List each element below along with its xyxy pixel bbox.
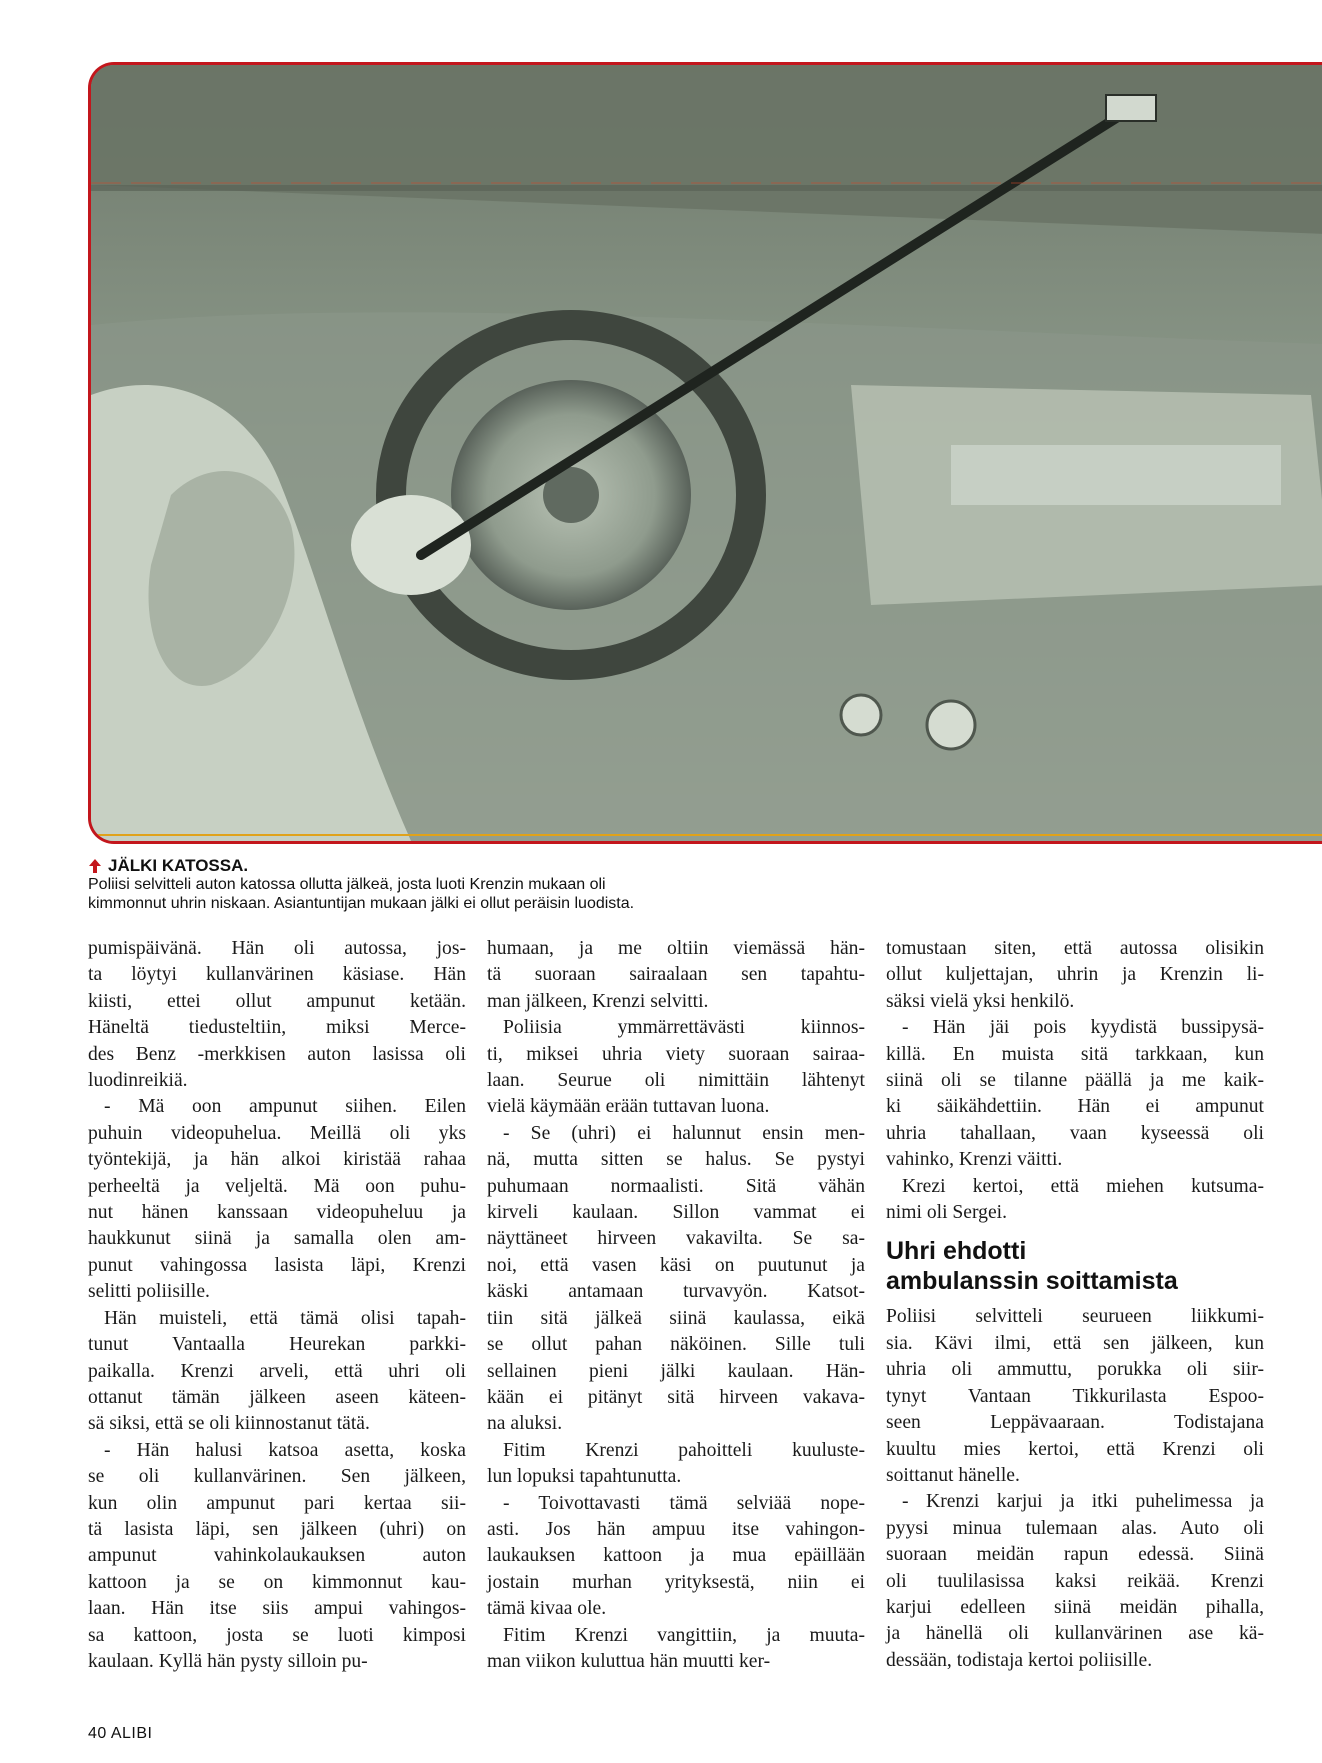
- text-line: ki säikähdettiin. Hän ei ampunut: [886, 1096, 1264, 1118]
- text-line: siinä oli se tilanne päällä ja me kaik-: [886, 1070, 1264, 1092]
- text-line: pumispäivänä. Hän oli autossa, jos-: [88, 938, 466, 959]
- text-line: kuultu mies kertoi, että Krenzi oli: [886, 1438, 1264, 1460]
- caption-line: kimmonnut uhrin niskaan. Asiantuntijan mukaan jälki ei ollut peräisin luodista.: [88, 895, 635, 912]
- car-interior-photo: [91, 65, 1322, 841]
- text-line: kattoon ja se on kimmonnut kau-: [88, 1571, 466, 1593]
- caption-title-row: [88, 856, 848, 875]
- caption-title: JÄLKI KATOSSA.: [108, 856, 249, 875]
- text-line: näyttäneet hirveen vakavilta. Se sa-: [487, 1228, 865, 1250]
- text-line: ollut kuljettajan, uhrin ja Krenzin li-: [886, 964, 1264, 986]
- text-line: uhria oli ammuttu, porukka oli siir-: [886, 1359, 1264, 1381]
- text-line: laan. Seurue oli nimittäin lähtenyt: [487, 1070, 865, 1092]
- text-line: vahinko, Krenzi väitti.: [886, 1149, 1063, 1171]
- text-line: tunut Vantaalla Heurekan parkki-: [88, 1334, 466, 1356]
- text-line: ampunut vahinkolaukauksen auton: [88, 1545, 466, 1567]
- text-column-1: [88, 936, 466, 1675]
- paragraph: [487, 936, 865, 1015]
- text-line: kaulaan. Kyllä hän pysty silloin pu-: [88, 1650, 368, 1672]
- text-line: sa kattoon, josta se luoti kimposi: [88, 1624, 466, 1646]
- photo-caption: [88, 856, 848, 913]
- paragraph: [487, 1623, 865, 1676]
- paragraph: [886, 1304, 1264, 1489]
- text-line: nimi oli Sergei.: [886, 1202, 1008, 1224]
- paragraph: [88, 936, 466, 1094]
- text-line: seen Leppävaaraan. Todistajana: [886, 1412, 1264, 1434]
- text-line: sä siksi, että se oli kiinnostanut tätä.: [88, 1413, 370, 1435]
- text-line: selitti poliisille.: [88, 1281, 210, 1303]
- text-line: soittanut hänelle.: [886, 1464, 1020, 1486]
- text-line: - Hän jäi pois kyydistä bussipysä-: [902, 1017, 1264, 1039]
- text-line: perheeltä ja veljeltä. Mä oon puhu-: [88, 1175, 466, 1197]
- text-line: lun lopuksi tapahtunutta.: [487, 1466, 682, 1488]
- text-line: des Benz -merkkisen auton lasissa oli: [88, 1043, 466, 1065]
- text-line: ta löytyi kullanvärinen käsiase. Hän: [88, 964, 466, 986]
- text-line: Häneltä tiedusteltiin, miksi Merce-: [88, 1017, 466, 1039]
- paragraph: [487, 1438, 865, 1491]
- text-line: se ollut pahan näköinen. Sille tuli: [487, 1334, 865, 1356]
- text-line: humaan, ja me oltiin viemässä hän-: [487, 938, 865, 959]
- text-line: uhria tahallaan, vaan kyseessä oli: [886, 1122, 1264, 1144]
- text-line: sellainen pieni jälki kaulaan. Hän-: [487, 1360, 865, 1382]
- text-line: tynyt Vantaan Tikkurilasta Espoo-: [886, 1385, 1264, 1407]
- text-line: työntekijä, ja hän alkoi kiristää rahaa: [88, 1149, 466, 1171]
- subheading: [886, 1236, 1264, 1296]
- text-line: man jälkeen, Krenzi selvitti.: [487, 990, 709, 1012]
- text-line: se oli kullanvärinen. Sen jälkeen,: [88, 1466, 466, 1488]
- text-line: haukkunut siinä ja samalla olen am-: [88, 1228, 466, 1250]
- text-line: man viikon kuluttua hän muutti ker-: [487, 1650, 771, 1672]
- text-column-2: [487, 936, 865, 1675]
- paragraph: [886, 1174, 1264, 1227]
- text-line: tiin sitä jälkeä siinä kaulassa, eikä: [487, 1307, 865, 1329]
- text-column-3: [886, 936, 1264, 1674]
- text-line: killä. En muista sitä tarkkaan, kun: [886, 1043, 1264, 1065]
- text-line: kään ei pitänyt sitä hirveen vakava-: [487, 1386, 865, 1408]
- text-line: Hän muisteli, että tämä olisi tapah-: [104, 1307, 466, 1329]
- paragraph: [88, 1094, 466, 1305]
- text-line: tä lasista läpi, sen jälkeen (uhri) on: [88, 1518, 466, 1540]
- text-line: luodinreikiä.: [88, 1070, 188, 1092]
- text-line: sia. Kävi ilmi, että sen jälkeen, kun: [886, 1332, 1264, 1354]
- text-line: puhuin videopuhelua. Meillä oli yks: [88, 1122, 466, 1144]
- article-photo: [88, 62, 1322, 844]
- text-line: vielä käymään erään tuttavan luona.: [487, 1096, 770, 1118]
- text-line: nä, mutta sitten se halus. Se pystyi: [487, 1149, 865, 1171]
- paragraph: [487, 1121, 865, 1438]
- text-line: dessään, todistaja kertoi poliisille.: [886, 1649, 1153, 1671]
- text-line: Krezi kertoi, että miehen kutsuma-: [902, 1175, 1264, 1197]
- text-line: - Krenzi karjui ja itki puhelimessa ja: [902, 1491, 1264, 1513]
- text-line: pyysi minua tulemaan alas. Auto oli: [886, 1517, 1264, 1539]
- text-line: - Se (uhri) ei halunnut ensin men-: [503, 1122, 865, 1144]
- text-line: karjui edelleen siinä meidän pihalla,: [886, 1596, 1264, 1618]
- paragraph: [88, 1438, 466, 1676]
- text-line: säksi vielä yksi henkilö.: [886, 990, 1075, 1012]
- subheading-line: ambulanssin soittamista: [886, 1267, 1178, 1296]
- text-line: tomustaan siten, että autossa olisikin: [886, 938, 1264, 959]
- text-line: Poliisi selvitteli seurueen liikkumi-: [886, 1306, 1264, 1328]
- text-line: käski antamaan turvavyön. Katsot-: [487, 1281, 865, 1303]
- text-line: oli tuulilasissa kaksi reikää. Krenzi: [886, 1570, 1264, 1592]
- text-line: ottanut tämän jälkeen aseen käteen-: [88, 1386, 466, 1408]
- text-line: tä suoraan sairaalaan sen tapahtu-: [487, 964, 865, 986]
- text-line: Fitim Krenzi vangittiin, ja muuta-: [503, 1624, 865, 1646]
- text-line: kiisti, ettei ollut ampunut ketään.: [88, 990, 466, 1012]
- caption-line: Poliisi selvitteli auton katossa ollutta jälkeä, josta luoti Krenzin mukaan oli: [88, 876, 606, 893]
- paragraph: [886, 1015, 1264, 1173]
- text-line: nut hänen kanssaan videopuheluu ja: [88, 1202, 466, 1224]
- text-line: - Toivottavasti tämä selviää nope-: [503, 1492, 865, 1514]
- text-line: laukauksen kattoon ja mua epäillään: [487, 1545, 865, 1567]
- arrow-up-icon: [88, 858, 102, 874]
- text-line: kirveli kaulaan. Sillon vammat ei: [487, 1202, 865, 1224]
- text-line: laan. Hän itse siis ampui vahingos-: [88, 1598, 466, 1620]
- text-line: noi, että vasen käsi on puutunut ja: [487, 1254, 865, 1276]
- subheading-line: Uhri ehdotti: [886, 1237, 1027, 1266]
- text-line: ja hänellä oli kullanvärinen ase kä-: [886, 1623, 1264, 1645]
- text-line: asti. Jos hän ampuu itse vahingon-: [487, 1518, 865, 1540]
- text-line: - Mä oon ampunut siihen. Eilen: [104, 1096, 466, 1118]
- text-line: Fitim Krenzi pahoitteli kuuluste-: [503, 1439, 865, 1461]
- paragraph: [886, 936, 1264, 1015]
- text-line: Poliisia ymmärrettävästi kiinnos-: [503, 1017, 865, 1039]
- text-line: suoraan meidän rapun edessä. Siinä: [886, 1544, 1264, 1566]
- text-line: - Hän halusi katsoa asetta, koska: [104, 1439, 466, 1461]
- text-line: puhumaan normaalisti. Sitä vähän: [487, 1175, 865, 1197]
- text-line: jostain murhan yrityksestä, niin ei: [487, 1571, 865, 1593]
- text-line: na aluksi.: [487, 1413, 563, 1435]
- paragraph: [487, 1491, 865, 1623]
- paragraph: [88, 1306, 466, 1438]
- text-line: paikalla. Krenzi arveli, että uhri oli: [88, 1360, 466, 1382]
- page-folio: 40 ALIBI: [88, 1725, 153, 1742]
- text-line: kun olin ampunut pari kertaa sii-: [88, 1492, 466, 1514]
- paragraph: [487, 1015, 865, 1121]
- text-line: ti, miksei uhria viety suoraan sairaa-: [487, 1043, 865, 1065]
- paragraph: [886, 1489, 1264, 1674]
- text-line: punut vahingossa lasista läpi, Krenzi: [88, 1254, 466, 1276]
- text-line: tämä kivaa ole.: [487, 1598, 607, 1620]
